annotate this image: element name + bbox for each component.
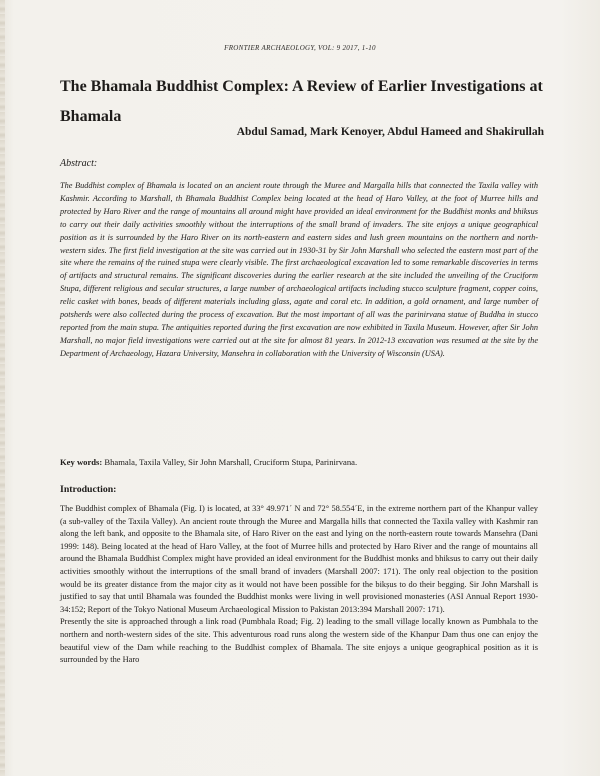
paper-title: The Bhamala Buddhist Complex: A Review of Earlier Investigations at Bhamala: [60, 78, 543, 125]
introduction-body: [60, 503, 538, 667]
introduction-heading: Introduction:: [60, 484, 117, 495]
keywords-label: Key words:: [60, 457, 103, 467]
body-paragraph: The Buddhist complex of Bhamala (Fig. I) is located, at 33° 49.971´ N and 72° 58.554´E, in the extreme northern part of the Khanpur valley (a sub-valley of the Taxila Valley). An ancient route through the Muree and Margalla hills that connected the Taxila valley with Kashmir ran along the left bank, and opposite to the Bhamala site, of Haro River on the east and lying on the north-eastern route towards Mansehra (Dani 1999: 148). Being located at the head of Haro Valley, at the foot of Murree hills and protected by Haro River and the range of mountains all around the Bhamala Buddhist Complex might have provided an ideal environment for the Buddhist monks and bhiksus to carry out their daily activities smoothly without the interruptions of the small brand of invaders (Marshall 2007: 171). The only real objection to the position would be its greater distance from the major city as it would not have been possible for the bikṣus to do their begging. Sir John Marshall is justified to say that until Bhamala was founded the Buddhist monks were living in well provisioned monasteries (ASI Annual Report 1930-34:152; Report of the Tokyo National Museum Archaeological Mission to Pakistan 2013:394 Marshall 2007: 171).: [60, 504, 538, 614]
keywords: [60, 456, 538, 468]
keywords-text: Bhamala, Taxila Valley, Sir John Marshall, Cruciform Stupa, Parinirvana.: [104, 457, 358, 467]
journal-header: FRONTIER ARCHAEOLOGY, VOL: 9 2017, 1-10: [224, 44, 376, 52]
abstract-label: Abstract:: [60, 158, 98, 169]
body-paragraph: Presently the site is approached through a link road (Pumbhala Road; Fig. 2) leading to the small village locally known as Pumbhala to the northern and north-western sides of the site. This adventurous road runs along the western side of the Khanpur Dam thus one can enjoy the beautiful view of the Dam while reaching to the Buddhist complex of Bhamala. The site enjoys a unique geographical position as it is surrounded by the Haro: [60, 617, 538, 665]
author-list: Abdul Samad, Mark Kenoyer, Abdul Hameed and Shakirullah: [236, 126, 544, 138]
page-edge: [0, 0, 5, 776]
abstract-text: The Buddhist complex of Bhamala is located on an ancient route through the Muree and Margalla hills that connected the Taxila valley with Kashmir. According to Marshall, th Bhamala Buddhist Complex being located at the head of Haro Valley, at the foot of Murree hills and protected by Haro River and the range of mountains all around might have provided an ideal environment for the Buddhist monks and bhiksus to carry out their daily activities smoothly without the interruptions of the small brand of invaders. The site enjoys a unique geographical position as it is surrounded by the Haro River on its north-eastern and eastern sides and lush green mountains on the northern and north-western sides. The first field investigation at the site was carried out in 1930-31 by Sir John Marshall who selected the eastern most part of the site where the remains of the ruined stupa were clearly visible. The first archaeological excavation led to some remarkable discoveries in terms of artifacts and structural remains. The significant discoveries during the earlier research at the site included the unveiling of the Cruciform Stupa, different religious and secular structures, a large number of archaeological artifacts including stucco sculpture fragment, copper coins, relic casket with bones, beads of different materials including glass, agate and coral etc. In addition, a gold ornament, and large number of potsherds were also collected during the process of excavation. But the most important of all was the parinirvana statue of Buddha in stucco reported from the main stupa. The antiquities reported during the first excavation are now exhibited in Taxila Museum. However, after Sir John Marshall, no major field investigations were carried out at the site for almost 81 years. In 2012-13 excavation was resumed at the site by the Department of Archaeology, Hazara University, Mansehra in collaboration with the University of Wisconsin (USA).: [60, 181, 538, 358]
